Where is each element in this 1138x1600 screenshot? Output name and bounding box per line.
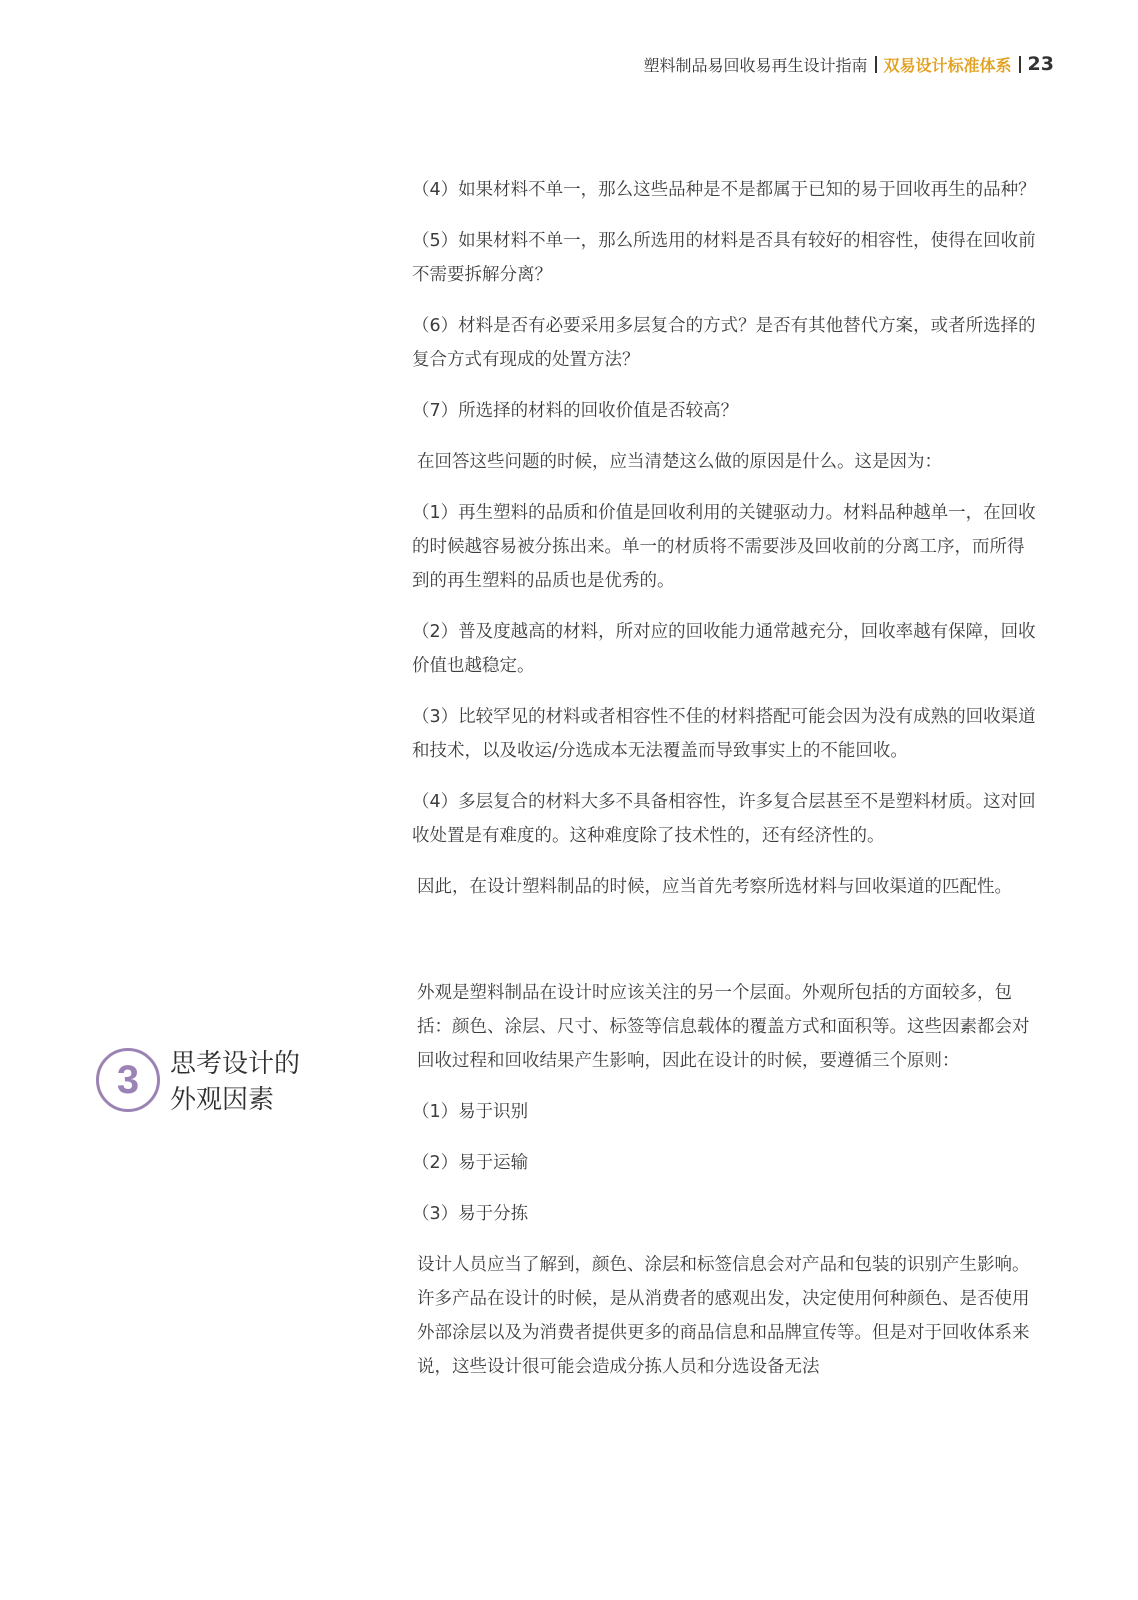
section-heading-line2: 外观因素 [170,1085,275,1115]
section3-paragraphs [412,976,1039,1384]
top-paragraphs [412,173,1039,904]
paragraph: （4）如果材料不单一，那么这些品种是不是都属于已知的易于回收再生的品种？ [412,180,1036,200]
paragraph: （3）易于分拣 [412,1204,529,1224]
paragraph: 在回答这些问题的时候，应当清楚这么做的原因是什么。这是因为： [417,452,942,472]
header-divider [875,56,877,73]
paragraph: 因此，在设计塑料制品的时候，应当首先考察所选材料与回收渠道的匹配性。 [417,877,1012,897]
paragraph: （6）材料是否有必要采用多层复合的方式？是否有其他替代方案，或者所选择的复合方式有现成的处置方法？ [412,316,1036,370]
section-title: 双易设计标准体系 [883,55,1012,75]
paragraph: （2）普及度越高的材料，所对应的回收能力通常越充分，回收率越有保障，回收价值也越稳定。 [412,622,1036,676]
body-text [412,173,1039,1401]
paragraph: （7）所选择的材料的回收价值是否较高？ [412,401,739,421]
paragraph: （2）易于运输 [412,1153,529,1173]
section-gap [417,921,1039,976]
section-number-badge [96,1048,160,1112]
page-header [644,50,1054,78]
paragraph: （3）比较罕见的材料或者相容性不佳的材料搭配可能会因为没有成熟的回收渠道和技术，以及收运/分选成本无法覆盖而导致事实上的不能回收。 [412,707,1036,761]
header-divider [1019,56,1021,73]
section-number: 3 [116,1058,140,1102]
section-heading-line1: 思考设计的 [170,1049,301,1079]
paragraph: （5）如果材料不单一，那么所选用的材料是否具有较好的相容性，使得在回收前不需要拆解分离？ [412,231,1036,285]
paragraph: （4）多层复合的材料大多不具备相容性，许多复合层甚至不是塑料材质。这对回收处置是有难度的。这种难度除了技术性的，还有经济性的。 [412,792,1036,846]
book-title: 塑料制品易回收易再生设计指南 [643,55,868,75]
paragraph: 设计人员应当了解到，颜色、涂层和标签信息会对产品和包装的识别产生影响。许多产品在设计的时候，是从消费者的感观出发，决定使用何种颜色、是否使用外部涂层以及为消费者提供更多的商品信息和品牌宣传等。但是对于回收体系来说，这些设计很可能会造成分拣人员和分选设备无法 [417,1255,1030,1377]
paragraph: （1）再生塑料的品质和价值是回收利用的关键驱动力。材料品种越单一，在回收的时候越容易被分拣出来。单一的材质将不需要涉及回收前的分离工序，而所得到的再生塑料的品质也是优秀的。 [412,503,1036,591]
section-heading [170,1046,370,1118]
paragraph: （1）易于识别 [412,1102,529,1122]
paragraph: 外观是塑料制品在设计时应该关注的另一个层面。外观所包括的方面较多，包括：颜色、涂层、尺寸、标签等信息载体的覆盖方式和面积等。这些因素都会对回收过程和回收结果产生影响，因此在设计的时候，要遵循三个原则： [417,983,1030,1071]
page-number: 23 [1027,53,1054,75]
